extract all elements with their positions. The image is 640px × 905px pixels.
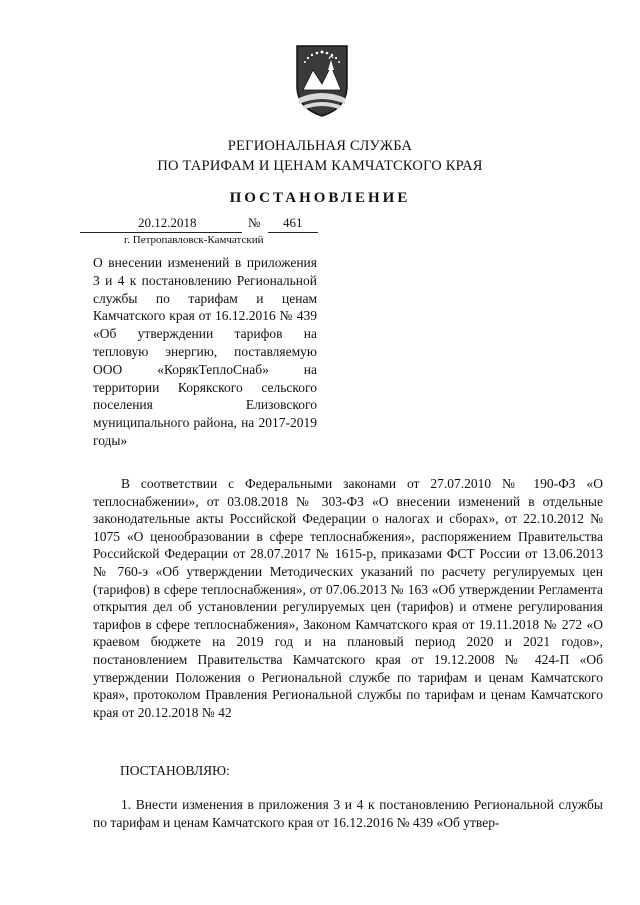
resolve-heading: ПОСТАНОВЛЯЮ:: [120, 763, 230, 778]
document-city: г. Петропавловск-Камчатский: [124, 234, 264, 246]
organization-name: [100, 136, 540, 176]
resolution-item-1: 1. Внести изменения в приложения 3 и 4 к постановлению Региональной службы по тарифам и ценам Камчатского края от 16.12.2016 № 439 «Об утвер-: [93, 797, 603, 830]
legal-basis-paragraph: В соответствии с Федеральными законами от 27.07.2010 № 190-ФЗ «О теплоснабжении», от 03.08.2018 № 303-ФЗ «О внесении изменений в отдельные законодательные акты Российской Федерации о налогах и сборах», от 22.10.2012 № 1075 «О ценообразовании в сфере теплоснабжения», распоряжением Правительства Российской Федерации от 28.07.2017 № 1615-р, приказами ФСТ России от 13.06.2013 № 760-э «Об утверждении Методических указаний по расчету регулируемых цен (тарифов) в сфере теплоснабжения», от 07.06.2013 № 163 «Об утверждении Регламента открытия дел об установлении регулируемых цен (тарифов) и отмене регулирования тарифов в сфере теплоснабжения», Законом Камчатского края от 19.11.2018 № 272 «О краевом бюджете на 2019 год и на плановый период 2020 и 2021 годов», постановлением Правительства Камчатского края от 19.12.2008 № 424-П «Об утверждении Положения о Региональной службе по тарифам и ценам Камчатского края», протоколом Правления Региональной службы по тарифам и ценам Камчатского края от 20.12.2018 № 42: [93, 476, 603, 720]
document-date: 20.12.2018: [138, 215, 197, 230]
document-type: ПОСТАНОВЛЕНИЕ: [229, 190, 411, 206]
organization-name-line1: РЕГИОНАЛЬНАЯ СЛУЖБА: [227, 138, 413, 154]
number-underline: [268, 232, 318, 233]
number-sign: №: [248, 215, 261, 230]
date-underline: [80, 232, 242, 233]
organization-name-line2: ПО ТАРИФАМ И ЦЕНАМ КАМЧАТСКОГО КРАЯ: [157, 158, 483, 174]
document-subject: О внесении изменений в приложения 3 и 4 к постановлению Региональной службы по тарифам и ценам Камчатского края от 16.12.2016 № 439 «Об утверждении тарифов на тепловую энергию, поставляемую ООО «КорякТеплоСнаб» на территории Корякского сельского поселения Елизовского муниципального района, на 2017-2019 годы»: [93, 255, 317, 448]
document-number: 461: [283, 215, 303, 230]
kamchatka-coat-of-arms-icon: [293, 42, 351, 118]
